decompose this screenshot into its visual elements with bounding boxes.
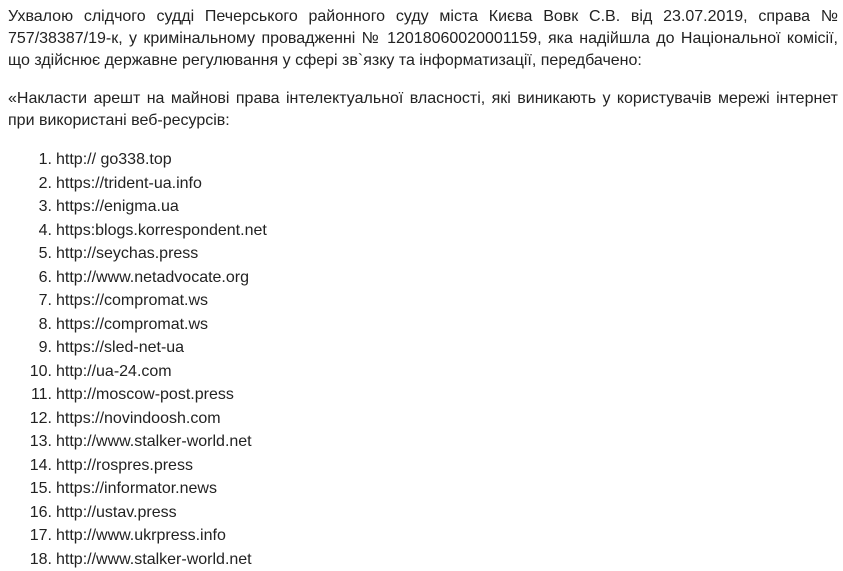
list-item <box>8 524 838 548</box>
list-item-number: 17. <box>29 527 52 544</box>
list-item <box>8 266 838 290</box>
list-item-number: 18. <box>29 550 52 568</box>
list-item-url: http://rospres.press <box>56 456 193 474</box>
list-item <box>8 383 838 407</box>
document-body <box>8 0 838 571</box>
list-item-url: http://www.stalker-world.net <box>56 550 252 568</box>
list-item <box>8 430 838 454</box>
list-item-number: 2. <box>38 174 52 192</box>
list-item <box>8 242 838 266</box>
list-item-number: 7. <box>38 292 52 309</box>
list-item <box>8 313 838 337</box>
list-item-url: http://ustav.press <box>56 503 177 521</box>
list-item <box>8 501 838 525</box>
list-item-url: https://novindoosh.com <box>56 409 221 427</box>
list-item <box>8 548 838 571</box>
list-item-url: https://compromat.ws <box>56 292 209 309</box>
list-item-number: 1. <box>38 151 52 168</box>
list-item-url: http://www.netadvocate.org <box>56 268 249 286</box>
list-item <box>8 289 838 313</box>
list-item <box>8 148 838 172</box>
intro-paragraph: Ухвалою слідчого судді Печерського районного суду міста Києва Вовк С.В. від 23.07.2019, справа № 757/38387/19-к, у кримінальному провадженні № 12018060020001159, яка надійшла до Національної комісії, що здійснює державне регулювання у сфері зв`язку та інформатизації, передбачено: <box>8 8 838 69</box>
list-item-url: https://informator.news <box>56 480 217 497</box>
list-item-number: 5. <box>38 245 52 262</box>
list-item-url: http:// go338.top <box>56 151 172 168</box>
list-item-url: https://enigma.ua <box>56 198 179 215</box>
list-item-url: https://sled-net-ua <box>56 339 185 356</box>
list-item <box>8 407 838 431</box>
list-item-number: 14. <box>29 456 52 474</box>
list-item-number: 3. <box>38 198 52 215</box>
list-item-number: 13. <box>29 433 52 450</box>
list-item <box>8 360 838 384</box>
list-item-number: 16. <box>29 503 52 521</box>
list-item-url: https://trident-ua.info <box>56 174 202 192</box>
ruling-paragraph: «Накласти арешт на майнові права інтелектуальної власності, які виникають у користувачів мережі інтернет при використані веб-ресурсів: <box>8 90 838 129</box>
list-item <box>8 172 838 196</box>
list-item-url: http://seychas.press <box>56 245 199 262</box>
list-item-url: http://www.ukrpress.info <box>56 527 226 544</box>
list-item-number: 10. <box>29 362 52 380</box>
list-item-url: http://www.stalker-world.net <box>56 433 252 450</box>
list-item-number: 15. <box>29 480 52 497</box>
list-item-url: http://moscow-post.press <box>56 386 234 403</box>
list-item <box>8 336 838 360</box>
list-item-url: https:blogs.korrespondent.net <box>56 221 267 239</box>
list-item-number: 6. <box>38 268 52 286</box>
list-item-number: 9. <box>38 339 52 356</box>
list-item-url: https://compromat.ws <box>56 315 209 333</box>
website-list <box>8 148 838 571</box>
list-item <box>8 195 838 219</box>
list-item-number: 8. <box>38 315 52 333</box>
list-item-number: 11. <box>30 386 52 403</box>
list-item-url: http://ua-24.com <box>56 362 172 380</box>
list-item-number: 4. <box>38 221 52 239</box>
list-item <box>8 454 838 478</box>
list-item <box>8 477 838 501</box>
list-item-number: 12. <box>29 409 52 427</box>
list-item <box>8 219 838 243</box>
